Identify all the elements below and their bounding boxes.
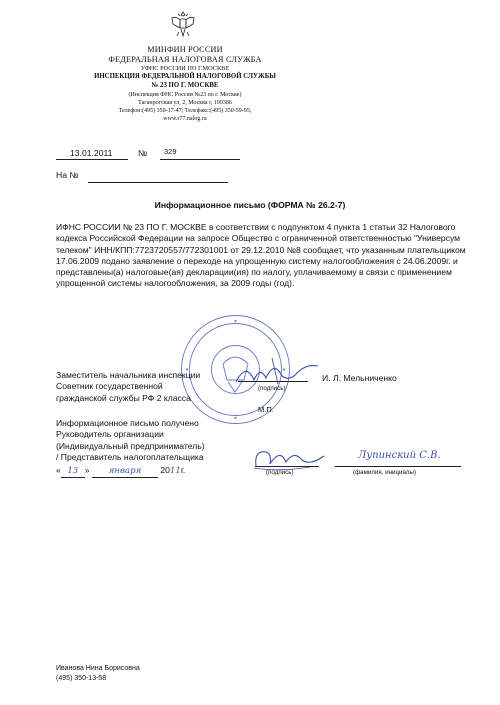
letter-body: ИФНС РОССИИ № 23 ПО Г. МОСКВЕ в соответствии с подпунктом 4 пункта 1 статьи 32 Налогового кодекса Российской Федерации на запросе Общество с ограниченной ответственностью "Универсум телеком" ИНН/КПП:7723720557/772301001 от 29.12.2010 №8 сообщает, что указанным плательщиком 17.06.2009 подано заявление о переходе на упрощенную систему налогообложения с 24.06.2009г. и представлены(а) налоговые(ая) декларации(ия) по налогу, уплачиваемому в связи с применением упрощенной системы налогообложения, за 2009 годы (год). (56, 222, 466, 289)
inspection-website: www.r77.nalog.ru (163, 116, 207, 122)
signer-line-1: Заместитель начальника инспекции (56, 370, 201, 380)
signer-position (56, 370, 200, 404)
number-label: № (138, 148, 148, 158)
inspection-number: № 23 ПО Г. МОСКВЕ (151, 82, 219, 89)
inspection-short-name: (Инспекция ФНС России №23 по г. Москве) (128, 92, 242, 98)
department-name: УФНС РОССИИ ПО Г.МОСКВЕ (140, 65, 230, 72)
inspection-address: Таганрогская ул, 2, Москва г, 109386 (138, 100, 232, 106)
footer-author: Иванова Нина Борисовна (56, 665, 140, 672)
signer-line-3: гражданской службы РФ 2 класса (56, 392, 191, 403)
receipt-name-caption: (фамилия, инициалы) (353, 469, 417, 476)
signer-line-2: Советник государственной (56, 381, 163, 392)
receipt-year-suffix: 11 (169, 466, 181, 476)
service-name: ФЕДЕРАЛЬНАЯ НАЛОГОВАЯ СЛУЖБА (108, 55, 262, 64)
stamp-place: М.П. (258, 405, 274, 414)
signer-name: И. Л. Мельниченко (322, 373, 397, 383)
receipt-name-line (335, 466, 461, 467)
ministry-name: МИНФИН РОССИИ (147, 45, 223, 54)
footer-phone: (495) 350-13-58 (56, 675, 107, 682)
receipt-year-prefix: 20 (160, 465, 170, 475)
receipt-line-3: (Индивидуальный предприниматель) (56, 440, 205, 451)
receipt-year-label: г. (180, 465, 186, 475)
receipt-handwritten-name: Лупинский С.В. (358, 450, 441, 461)
receipt-day: 13 (67, 466, 79, 476)
receipt-signature-caption: (подпись) (266, 469, 294, 476)
signer-signature-caption: (подпись) (258, 385, 286, 392)
receipt-date: « 13 » января 2011г. (56, 465, 185, 478)
footer (56, 664, 140, 684)
inspection-name: ИНСПЕКЦИЯ ФЕДЕРАЛЬНОЙ НАЛОГОВОЙ СЛУЖБЫ (94, 73, 276, 80)
inspection-phones: Телефон:(495) 350-17-47; Телефакс:(495) 350-59-95; (118, 108, 252, 114)
receipt-month: января (108, 466, 142, 476)
signer-signature-line (238, 381, 308, 382)
receipt-line-4: / Представитель налогоплательщика (56, 451, 204, 462)
letter-number: 329 (164, 147, 177, 156)
reply-label: На № (56, 170, 79, 180)
letter-date: 13.01.2011 (70, 148, 113, 158)
receipt-block (56, 418, 205, 463)
reply-underline (88, 171, 228, 183)
receipt-signature-line (255, 466, 319, 467)
eagle-emblem-icon (168, 8, 198, 40)
receipt-line-2: Руководитель организации (56, 429, 164, 440)
receipt-line-1: Информационное письмо получено (56, 418, 199, 428)
letter-title: Информационное письмо (ФОРМА № 26.2-7) (154, 200, 346, 210)
